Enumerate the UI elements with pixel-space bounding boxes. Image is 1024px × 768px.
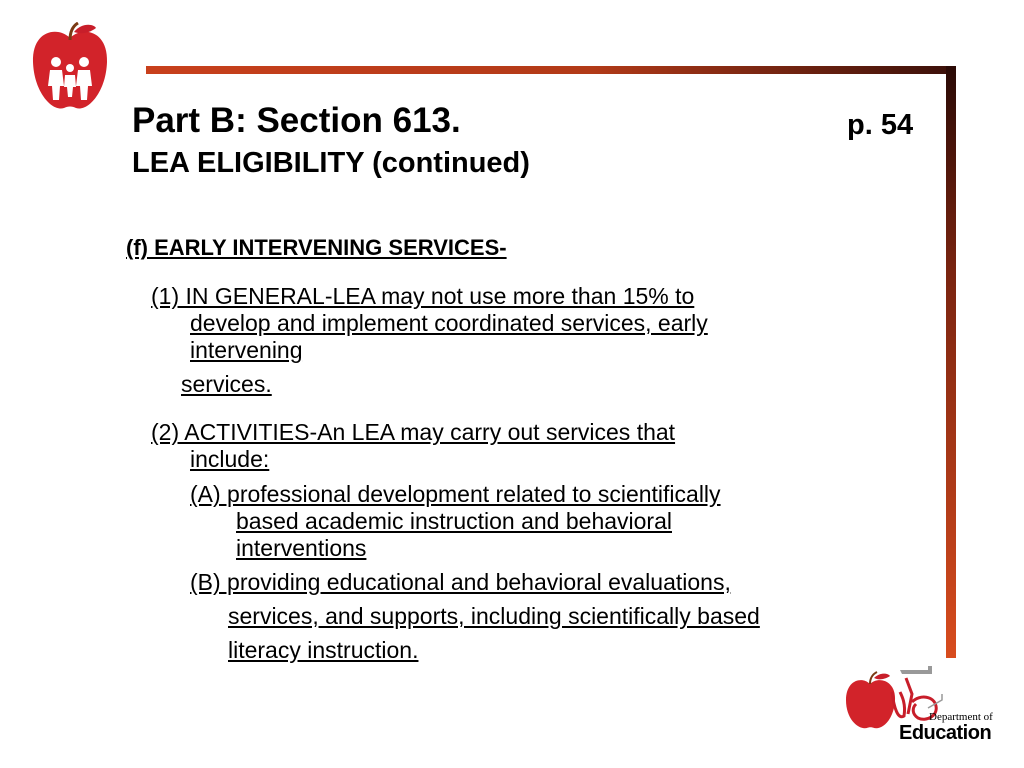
itemA-line2: based academic instruction and behavioral xyxy=(236,508,672,534)
slide-subtitle: LEA ELIGIBILITY (continued) xyxy=(132,147,530,179)
apple-family-logo-icon xyxy=(30,22,110,114)
item2-line1: (2) ACTIVITIES-An LEA may carry out services that xyxy=(151,419,676,445)
itemB-line1: (B) providing educational and behavioral evaluations, xyxy=(190,569,731,595)
top-accent-bar xyxy=(146,66,956,74)
itemB-line2: services, and supports, including scientifically based xyxy=(228,603,760,629)
itemB-line3: literacy instruction. xyxy=(228,637,419,663)
item1-line4: services. xyxy=(181,371,272,397)
right-accent-bar xyxy=(946,66,956,658)
item2-line2: include: xyxy=(190,446,270,472)
slide-title: Part B: Section 613. xyxy=(132,101,461,140)
section-heading: (f) EARLY INTERVENING SERVICES- xyxy=(126,235,507,260)
item1-line2: develop and implement coordinated services, early xyxy=(190,310,708,336)
item1-line3: intervening xyxy=(190,337,303,363)
itemA-line1: (A) professional development related to scientifically xyxy=(190,481,721,507)
page-number: p. 54 xyxy=(847,109,914,141)
itemA-line3: interventions xyxy=(236,535,367,561)
education-label: Education xyxy=(899,722,992,744)
dept-of-label: Department of xyxy=(929,711,993,723)
item1-line1: (1) IN GENERAL-LEA may not use more than 15% to xyxy=(151,283,695,309)
